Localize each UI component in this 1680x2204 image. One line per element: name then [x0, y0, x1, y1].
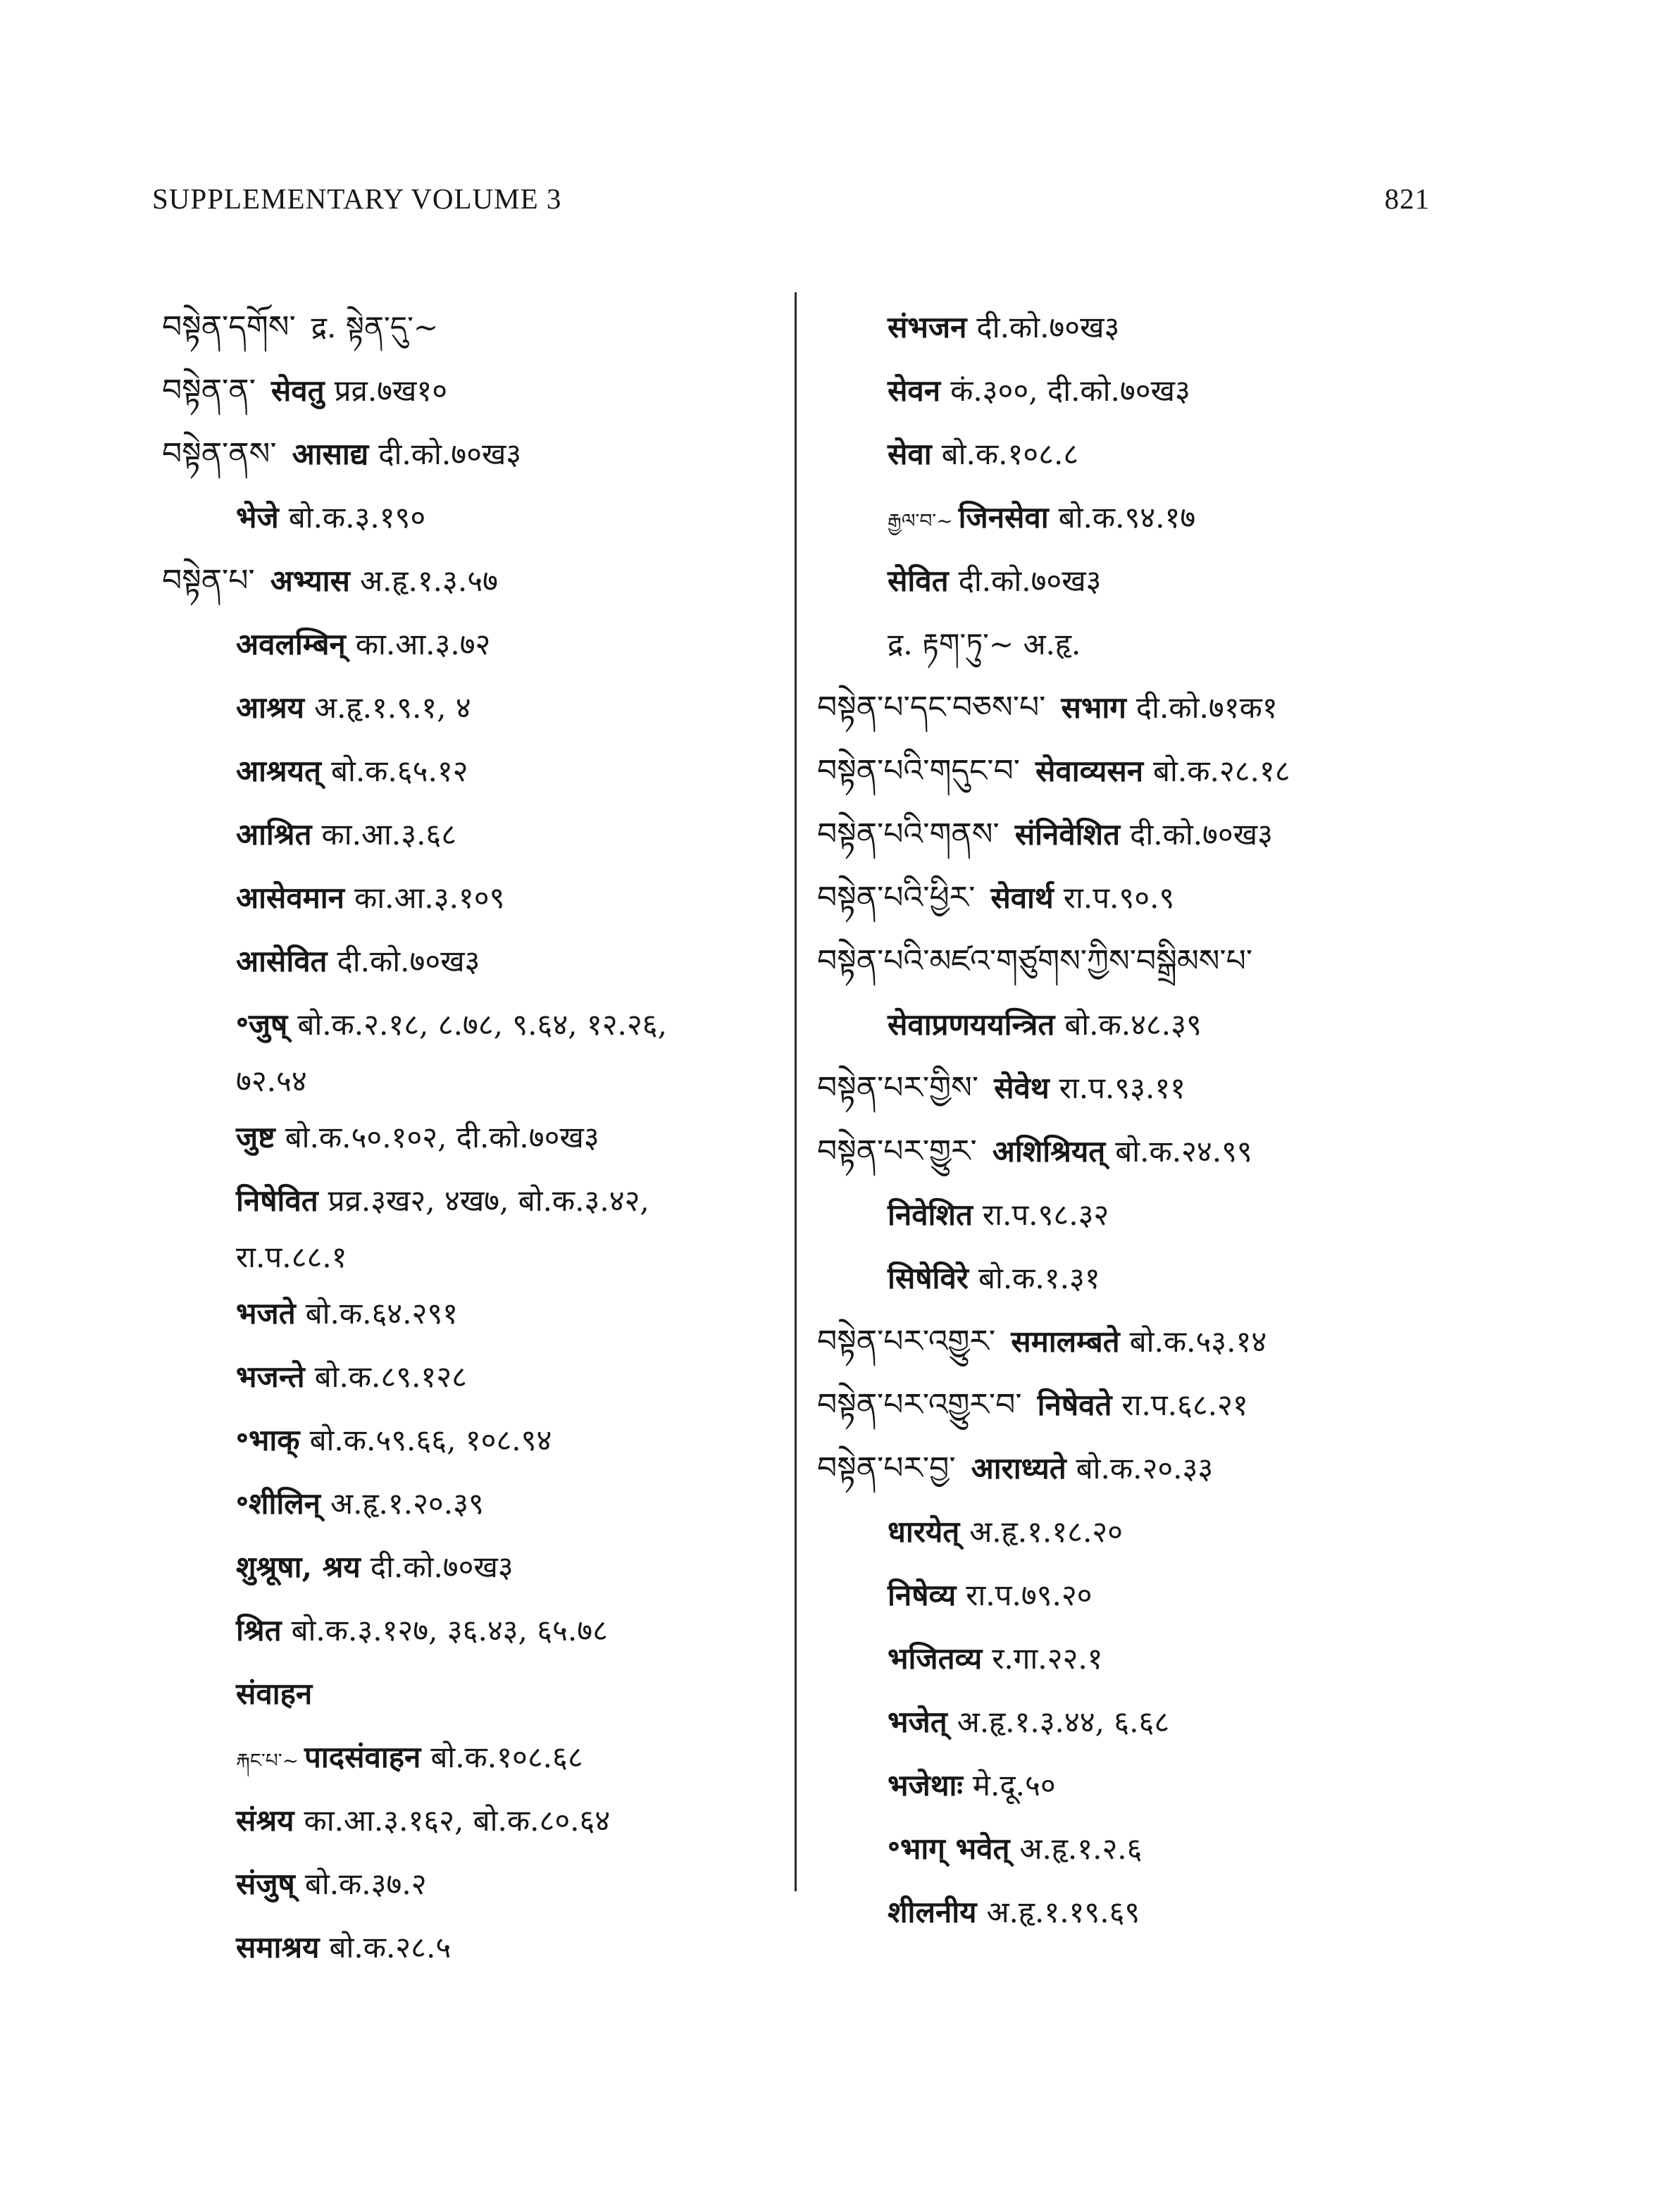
dictionary-entry	[817, 1691, 1465, 1754]
dictionary-entry	[817, 486, 1465, 549]
sanskrit-equivalent: निवेशित	[888, 1197, 973, 1232]
dictionary-entry	[817, 1754, 1465, 1817]
source-reference: अ.हृ.१.३.४४, ६.६८	[957, 1705, 1170, 1739]
sanskrit-equivalent: आराध्यते	[971, 1451, 1066, 1486]
sanskrit-equivalent: आश्रयत्	[236, 754, 321, 788]
sanskrit-equivalent: भजन्ते	[236, 1359, 305, 1394]
dictionary-entry	[817, 676, 1465, 740]
dictionary-entry	[162, 1916, 796, 1979]
dictionary-entry	[817, 423, 1465, 486]
source-reference: रा.प.९०.९	[1063, 880, 1175, 915]
sanskrit-equivalent: निषेवते	[1037, 1388, 1112, 1422]
source-reference: बो.क.८९.१२८	[314, 1359, 467, 1394]
source-reference: बो.क.२८.१८	[1153, 754, 1290, 788]
sanskrit-equivalent: सेवाप्रणययन्त्रित	[888, 1007, 1055, 1042]
sanskrit-equivalent: अशिश्रियत्	[992, 1134, 1106, 1169]
dictionary-entry	[162, 613, 796, 676]
dictionary-entry	[162, 549, 796, 613]
sanskrit-equivalent: सेवा	[888, 437, 932, 471]
dictionary-entry	[817, 613, 1465, 676]
dictionary-entry	[162, 1662, 796, 1726]
source-reference: द्र. སྟེན་དུ་~	[311, 310, 439, 344]
source-reference: बो.क.२८.५	[329, 1930, 452, 1965]
dictionary-entry	[162, 1599, 796, 1662]
tibetan-headword: བསྟེན་པར་འགྱུར་བ་	[817, 1387, 1022, 1423]
source-reference: बो.क.१.३१	[978, 1261, 1100, 1295]
dictionary-entry	[162, 1536, 796, 1599]
source-reference: दी.को.७०ख३	[337, 944, 480, 978]
dictionary-entry	[162, 1345, 796, 1409]
source-reference: बो.क.५३.१४	[1129, 1324, 1267, 1359]
sanskrit-equivalent: आसेवमान	[236, 880, 344, 915]
sanskrit-equivalent: आश्रय	[236, 690, 305, 725]
dictionary-entry	[817, 740, 1465, 803]
source-reference: प्रव्र.७ख१०	[334, 373, 448, 408]
sanskrit-equivalent: भजेत्	[888, 1705, 947, 1739]
dictionary-entry	[817, 296, 1465, 359]
dictionary-entry	[817, 1881, 1465, 1944]
sanskrit-equivalent: निषेवित	[236, 1183, 318, 1218]
sanskrit-equivalent: जिनसेवा	[958, 500, 1049, 535]
source-reference: रा.प.६८.२१	[1121, 1388, 1248, 1422]
sanskrit-equivalent: जुष्ट	[236, 1120, 275, 1154]
source-reference: दी.को.७०ख३	[378, 437, 522, 471]
dictionary-entry	[162, 740, 796, 803]
sanskrit-equivalent: निषेव्य	[888, 1578, 957, 1612]
dictionary-entry	[162, 1169, 796, 1233]
dictionary-entry	[817, 1120, 1465, 1183]
source-reference: बो.क.२०.३३	[1076, 1451, 1214, 1486]
dictionary-entry	[162, 359, 796, 423]
source-reference: का.आ.३.१६२, बो.क.८०.६४	[304, 1803, 611, 1838]
dictionary-entry	[817, 1057, 1465, 1120]
sanskrit-equivalent: ॰भाग् भवेत्	[888, 1831, 1010, 1866]
source-reference: अ.हृ.१.२०.३९	[330, 1486, 484, 1521]
dictionary-entry	[162, 1057, 796, 1106]
source-reference: अ.हृ.१.३.५७	[359, 564, 498, 598]
source-reference: बो.क.३७.२	[304, 1867, 427, 1901]
sanskrit-equivalent: संनिवेशित	[1014, 817, 1121, 852]
sanskrit-equivalent: शीलनीय	[888, 1895, 977, 1929]
sanskrit-equivalent: सेवतु	[270, 373, 325, 408]
dictionary-entry	[162, 930, 796, 993]
dictionary-entry	[162, 423, 796, 486]
sanskrit-equivalent: सभाग	[1061, 690, 1126, 725]
source-reference: प्रव्र.३ख२, ४ख७, बो.क.३.४२,	[328, 1183, 649, 1218]
tibetan-headword: བསྟེན་པར་གྱུར་	[817, 1133, 977, 1169]
sanskrit-equivalent: समाश्रय	[236, 1930, 320, 1965]
source-reference: बो.क.५०.१०२, दी.को.७०ख३	[285, 1120, 599, 1154]
source-reference: अ.हृ.१.१८.२०	[969, 1514, 1123, 1549]
dictionary-entry	[162, 803, 796, 866]
tibetan-headword: བསྟེན་དགོས་	[162, 309, 296, 345]
source-reference: रा.प.७९.२०	[966, 1578, 1093, 1612]
dictionary-entry	[162, 1106, 796, 1169]
dictionary-entry	[162, 1726, 796, 1789]
sanskrit-equivalent: संभजन	[888, 310, 967, 344]
tibetan-headword: བསྟེན་ནས་	[162, 436, 277, 472]
dictionary-entry	[817, 1183, 1465, 1247]
tibetan-headword: བསྟེན་པའི་གདུང་བ་	[817, 753, 1020, 789]
source-reference: बो.क.६५.१२	[330, 754, 468, 788]
dictionary-entry	[817, 1817, 1465, 1881]
source-reference: दी.को.७०ख३	[1130, 817, 1273, 852]
dictionary-entry	[817, 993, 1465, 1057]
source-reference: दी.को.७०ख३	[976, 310, 1120, 344]
sanskrit-equivalent: ॰शीलिन्	[236, 1486, 321, 1521]
dictionary-entry	[162, 1409, 796, 1472]
left-column	[162, 296, 796, 1979]
dictionary-entry	[817, 1627, 1465, 1691]
sanskrit-equivalent: ॰जुष्	[236, 1007, 288, 1042]
sanskrit-equivalent: सिषेविरे	[888, 1261, 969, 1295]
page-header	[152, 182, 1430, 216]
right-column	[817, 296, 1465, 1944]
dictionary-entry	[162, 1789, 796, 1853]
sanskrit-equivalent: सेवाव्यसन	[1035, 754, 1144, 788]
tibetan-headword: བསྟེན་པའི་ཕྱིར་	[817, 880, 976, 916]
dictionary-entry	[162, 993, 796, 1057]
page-number: 821	[1384, 182, 1430, 215]
sanskrit-equivalent: शुश्रूषा, श्रय	[236, 1550, 361, 1584]
sanskrit-equivalent: भजितव्य	[888, 1641, 983, 1676]
tibetan-headword: བསྟེན་པར་བྱ་	[817, 1450, 956, 1486]
sanskrit-equivalent: भजेथाः	[888, 1768, 963, 1803]
sanskrit-equivalent: आसेवित	[236, 944, 328, 978]
source-reference: बो.क.२४.९९	[1115, 1134, 1252, 1169]
dictionary-entry	[162, 676, 796, 740]
source-reference: अ.हृ.१.१९.६९	[986, 1895, 1140, 1929]
column-divider	[795, 292, 797, 1891]
dictionary-entry	[162, 296, 796, 359]
dictionary-entry	[817, 359, 1465, 423]
sanskrit-equivalent: सेवार्थ	[990, 880, 1054, 915]
sanskrit-equivalent: समालम्बते	[1011, 1324, 1120, 1359]
tibetan-headword: བསྟེན་པར་གྱིས་	[817, 1070, 979, 1106]
source-reference: दी.को.७०ख३	[958, 564, 1102, 598]
dictionary-entry	[162, 1853, 796, 1916]
source-reference: द्र. རྟག་ཏུ་~ अ.हृ.	[888, 627, 1081, 661]
sanskrit-equivalent: आश्रित	[236, 817, 312, 852]
source-reference: बो.क.१०८.८	[941, 437, 1079, 471]
sanskrit-equivalent: संजुष्	[236, 1867, 295, 1901]
sanskrit-equivalent: आसाद्य	[292, 437, 369, 471]
sanskrit-equivalent: भजते	[236, 1296, 296, 1331]
dictionary-entry	[817, 1564, 1465, 1627]
tibetan-headword: བསྟེན་པའི་གནས་	[817, 816, 1000, 852]
tibetan-headword: བསྟེན་པ་	[162, 563, 255, 599]
dictionary-entry	[162, 1233, 796, 1282]
sanskrit-equivalent: पादसंवाहन	[304, 1740, 421, 1774]
tibetan-headword: བསྟེན་ན་	[162, 373, 256, 409]
tibetan-headword: བསྟེན་པར་འགྱུར་	[817, 1324, 996, 1359]
tibetan-prefix: རྐང་པ་~	[236, 1749, 299, 1772]
sanskrit-equivalent: संवाहन	[236, 1676, 313, 1711]
sanskrit-equivalent: संश्रय	[236, 1803, 294, 1838]
source-reference: अ.हृ.१.२.६	[1019, 1831, 1143, 1866]
source-reference: र.गा.२२.१	[992, 1641, 1103, 1676]
sanskrit-equivalent: धारयेत्	[888, 1514, 960, 1549]
source-reference: बो.क.३.१९०	[288, 500, 426, 535]
dictionary-entry	[817, 549, 1465, 613]
sanskrit-equivalent: अवलम्बिन्	[236, 627, 346, 661]
source-reference: बो.क.९४.१७	[1058, 500, 1196, 535]
source-reference: रा.प.८८.१	[236, 1240, 347, 1274]
tibetan-headword: བསྟེན་པའི་མཛའ་གཙུགས་ཀྱིས་བསྒྲིམས་པ་	[817, 943, 1253, 979]
source-reference: का.आ.३.१०९	[354, 880, 505, 915]
dictionary-entry	[162, 486, 796, 549]
source-reference: बो.क.४८.३९	[1064, 1007, 1202, 1042]
sanskrit-equivalent: अभ्यास	[270, 564, 350, 598]
source-reference: बो.क.२.१८, ८.७८, ९.६४, १२.२६,	[297, 1007, 667, 1042]
dictionary-entry	[162, 1282, 796, 1345]
dictionary-entry	[817, 1500, 1465, 1564]
dictionary-entry	[817, 866, 1465, 930]
sanskrit-equivalent: सेवित	[888, 564, 949, 598]
source-reference: दी.को.७१क१	[1135, 690, 1278, 725]
source-reference: ७२.५४	[236, 1064, 307, 1098]
tibetan-headword: བསྟེན་པ་དང་བཅས་པ་	[817, 690, 1046, 726]
sanskrit-equivalent: श्रित	[236, 1613, 282, 1648]
sanskrit-equivalent: सेवेथ	[994, 1071, 1050, 1105]
source-reference: का.आ.३.६८	[321, 817, 457, 852]
source-reference: बो.क.६४.२९१	[305, 1296, 459, 1331]
source-reference: बो.क.१०८.६८	[430, 1740, 583, 1774]
sanskrit-equivalent: सेवन	[888, 373, 941, 408]
sanskrit-equivalent: ॰भाक्	[236, 1423, 300, 1457]
source-reference: रा.प.९८.३२	[982, 1197, 1109, 1232]
source-reference: बो.क.३.१२७, ३६.४३, ६५.७८	[291, 1613, 608, 1648]
source-reference: दी.को.७०ख३	[370, 1550, 514, 1584]
dictionary-entry	[817, 930, 1465, 993]
dictionary-entry	[817, 1437, 1465, 1500]
dictionary-entry	[817, 803, 1465, 866]
tibetan-prefix: རྒྱལ་བ་~	[888, 509, 953, 533]
source-reference: कं.३००, दी.को.७०ख३	[950, 373, 1190, 408]
source-reference: अ.हृ.१.९.१, ४	[314, 690, 471, 725]
source-reference: का.आ.३.७२	[355, 627, 491, 661]
dictionary-entry	[162, 1472, 796, 1536]
source-reference: रा.प.९३.११	[1059, 1071, 1186, 1105]
running-title: SUPPLEMENTARY VOLUME 3	[152, 182, 562, 215]
source-reference: बो.क.५९.६६, १०८.९४	[309, 1423, 552, 1457]
sanskrit-equivalent: भेजे	[236, 500, 279, 535]
dictionary-entry	[817, 1310, 1465, 1374]
source-reference: मे.दू.५०	[972, 1768, 1056, 1803]
dictionary-entry	[162, 866, 796, 930]
dictionary-entry	[817, 1374, 1465, 1437]
dictionary-entry	[817, 1247, 1465, 1310]
